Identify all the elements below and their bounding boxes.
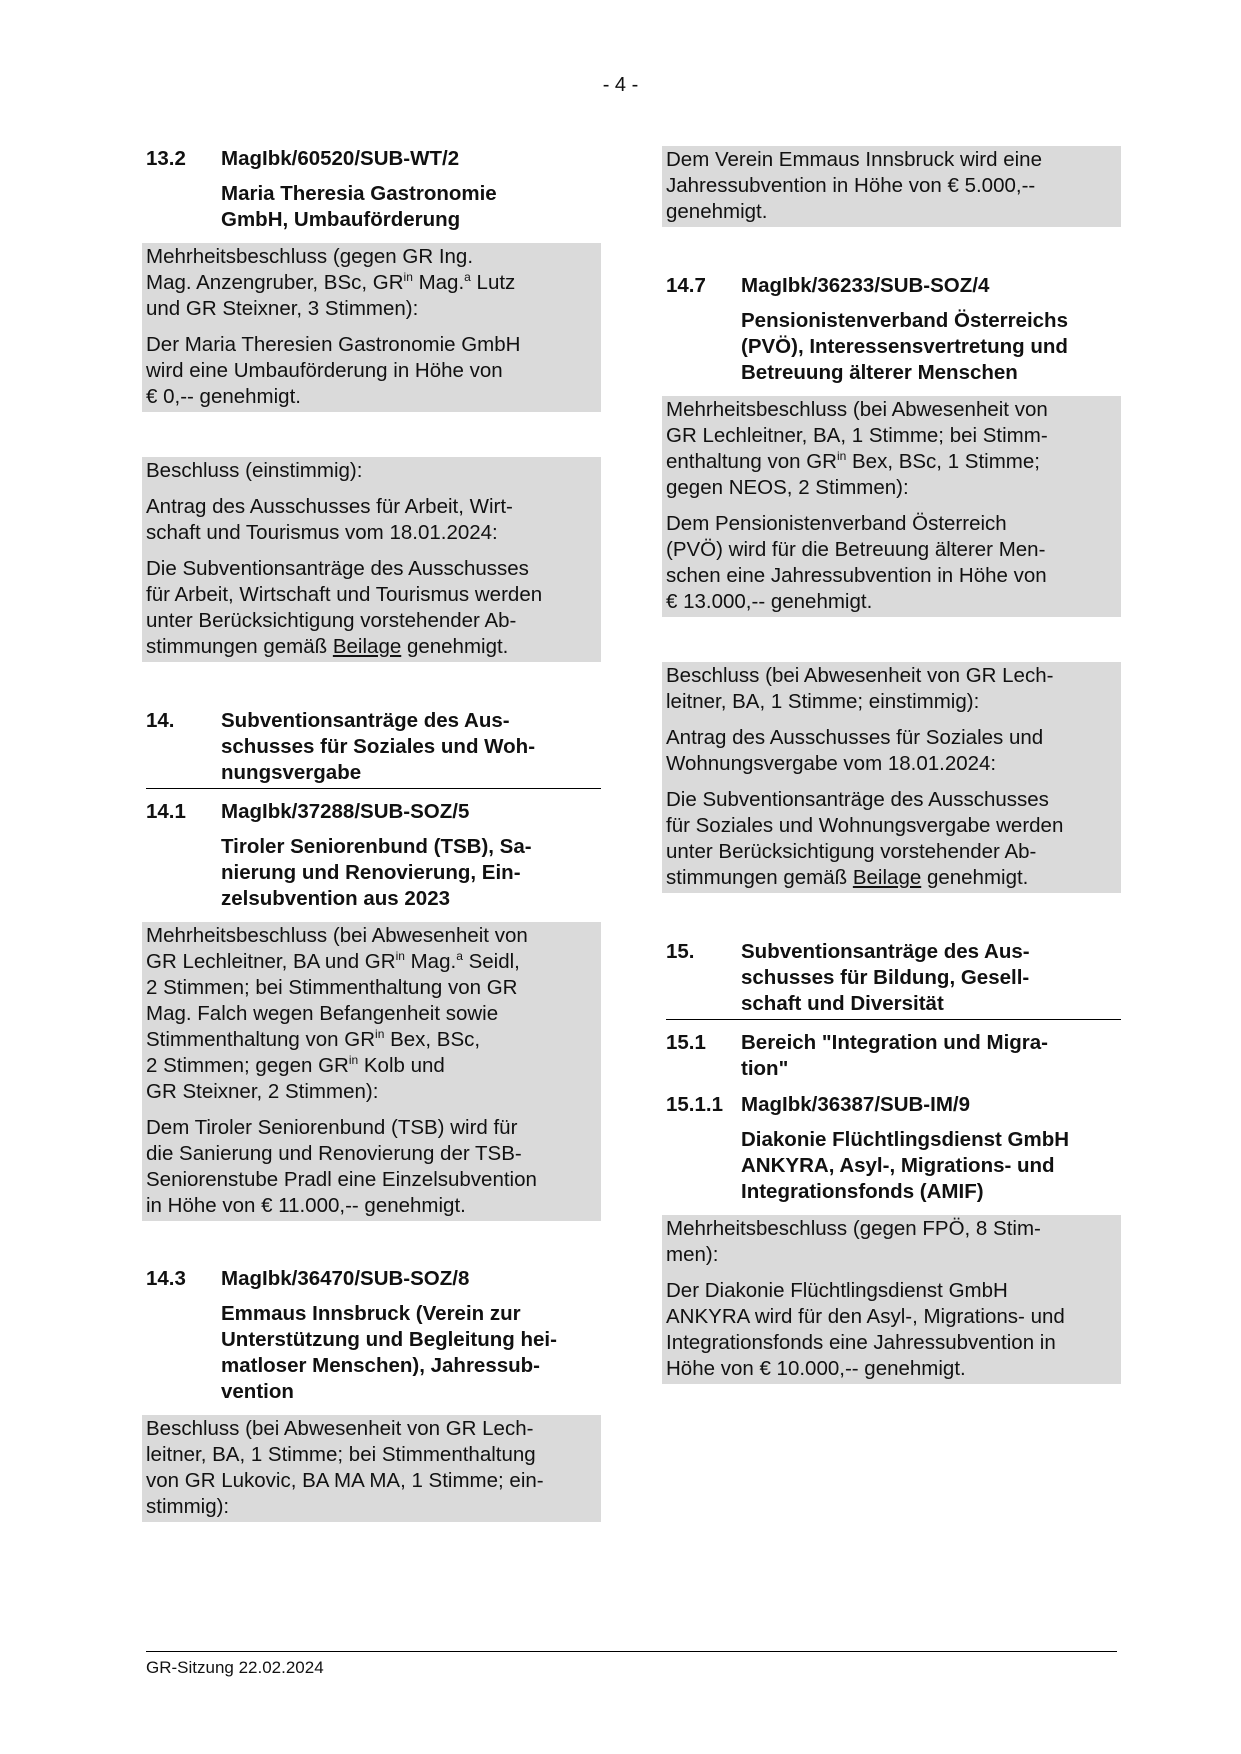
section-title: Subventionsanträge des Aus- schusses für Bildung, Gesell- schaft und Diversität: [741, 940, 1030, 1015]
decision-text: Die Subventionsanträge des Ausschusses für Soziales und Wohnungsvergabe werden unter Berücksichtigung vorstehender Ab- stimmungen gemäß Beilage genehmigt.: [666, 788, 1064, 889]
item-14-7-title: Pensionistenverband Österreichs (PVÖ), Interessensvertretung und Betreuung älterer Menschen: [741, 309, 1068, 384]
item-14-3-title: Emmaus Innsbruck (Verein zur Unterstützung und Begleitung hei- matloser Menschen), Jahressub- vention: [221, 1302, 557, 1403]
item-15-1-1-decision: [662, 1215, 1121, 1384]
decision-text: Die Subventionsanträge des Ausschusses für Arbeit, Wirtschaft und Tourismus werden unter Berücksichtigung vorstehender Ab- stimmungen gemäß Beilage genehmigt.: [146, 557, 543, 658]
item-number: 15.1.1: [666, 1093, 723, 1116]
item-code: MagIbk/37288/SUB-SOZ/5: [221, 800, 470, 823]
item-14-3-decision: [662, 146, 1121, 227]
item-number: 13.2: [146, 147, 186, 170]
item-code: MagIbk/36470/SUB-SOZ/8: [221, 1267, 470, 1290]
vote-text: Beschluss (bei Abwesenheit von GR Lech- leitner, BA, 1 Stimme; bei Stimmenthaltung von GR Lukovic, BA MA MA, 1 Stimme; ein- stimmig):: [146, 1417, 544, 1518]
beilage-link[interactable]: Beilage: [852, 866, 922, 889]
section-number: 14.: [146, 709, 175, 732]
beilage-link[interactable]: Beilage: [332, 635, 402, 658]
item-code: MagIbk/36233/SUB-SOZ/4: [741, 274, 990, 297]
item-code: MagIbk/36387/SUB-IM/9: [741, 1093, 970, 1116]
vote-text: Beschluss (einstimmig):: [146, 459, 363, 482]
decision-text: Der Diakonie Flüchtlingsdienst GmbH ANKYRA wird für den Asyl-, Migrations- und Integrationsfonds eine Jahressubvention in Höhe von € 10.000,-- genehmigt.: [666, 1279, 1065, 1380]
decision-text: Dem Verein Emmaus Innsbruck wird eine Jahressubvention in Höhe von € 5.000,-- genehmigt.: [666, 148, 1042, 223]
vote-text: Mehrheitsbeschluss (bei Abwesenheit von GR Lechleitner, BA und $GR^{in}$ Mag.$^a$ Seidl, 2 Stimmen; bei Stimmenthaltung von GR Mag. Falch wegen Befangenheit sowie Stimmenthaltung von $GR^{in}$ Bex, BSc, 2 Stimmen; gegen $GR^{in}$ Kolb und GR Steixner, 2 Stimmen):: [146, 924, 528, 1103]
page-number: - 4 -: [602, 74, 639, 96]
item-13-2-title: [146, 181, 597, 233]
footer-text: GR-Sitzung 22.02.2024: [146, 1658, 324, 1677]
motion-text: Antrag des Ausschusses für Arbeit, Wirt- schaft und Tourismus vom 18.01.2024:: [146, 495, 513, 544]
item-14-7-decision: [662, 396, 1121, 617]
title-line: GmbH, Umbauförderung: [221, 208, 461, 231]
item-number: 14.3: [146, 1267, 186, 1290]
section-14-heading: [146, 708, 601, 789]
item-number: 14.1: [146, 800, 186, 823]
item-13-2-decision: [142, 243, 601, 412]
item-14-3-heading: [146, 1266, 597, 1292]
item-14-1-title: Tiroler Seniorenbund (TSB), Sa- nierung und Renovierung, Ein- zelsubvention aus 2023: [221, 835, 532, 910]
section-number: 15.: [666, 940, 695, 963]
right-column: [666, 146, 1117, 1384]
vote-text: Mehrheitsbeschluss (bei Abwesenheit von GR Lechleitner, BA, 1 Stimme; bei Stimm- enthaltung von $GR^{in}$ Bex, BSc, 1 Stimme; gegen NEOS, 2 Stimmen):: [666, 398, 1048, 499]
section-15-heading: [666, 939, 1121, 1020]
item-15-1-heading: [666, 1030, 1117, 1082]
item-title: Bereich "Integration und Migra- tion": [741, 1031, 1048, 1080]
item-15-1-1-title: Diakonie Flüchtlingsdienst GmbH ANKYRA, Asyl-, Migrations- und Integrationsfonds (AMIF): [741, 1128, 1070, 1203]
item-14-1-decision: [142, 922, 601, 1221]
committee-wt-decision: [142, 457, 601, 662]
committee-soz-decision: [662, 662, 1121, 893]
decision-text: Dem Pensionistenverband Österreich (PVÖ) wird für die Betreuung älterer Men- schen eine Jahressubvention in Höhe von € 13.000,-- genehmigt.: [666, 512, 1047, 613]
motion-text: Antrag des Ausschusses für Soziales und Wohnungsvergabe vom 18.01.2024:: [666, 726, 1044, 775]
vote-text: Mehrheitsbeschluss (gegen FPÖ, 8 Stim- men):: [666, 1217, 1041, 1266]
decision-text: Dem Tiroler Seniorenbund (TSB) wird für die Sanierung und Renovierung der TSB- Seniorenstube Pradl eine Einzelsubvention in Höhe von € 11.000,-- genehmigt.: [146, 1116, 537, 1217]
section-title: Subventionsanträge des Aus- schusses für Soziales und Woh- nungsvergabe: [221, 709, 536, 784]
vote-text: Beschluss (bei Abwesenheit von GR Lech- leitner, BA, 1 Stimme; einstimmig):: [666, 664, 1054, 713]
item-14-3-vote: [142, 1415, 601, 1522]
left-column: [146, 146, 597, 1522]
decision-text: Der Maria Theresien Gastronomie GmbH wird eine Umbauförderung in Höhe von € 0,-- genehmigt.: [146, 333, 521, 408]
vote-text: Mehrheitsbeschluss (gegen GR Ing. Mag. Anzengruber, BSc, $GR^{in}$ Mag.$^a$ Lutz und GR Steixner, 3 Stimmen):: [146, 245, 516, 320]
item-14-7-heading: [666, 273, 1117, 299]
item-number: 14.7: [666, 274, 706, 297]
item-14-1-heading: [146, 799, 597, 825]
item-code: MagIbk/60520/SUB-WT/2: [221, 147, 460, 170]
item-13-2-heading: [146, 146, 597, 172]
title-line: Maria Theresia Gastronomie: [221, 182, 497, 205]
footer-divider: [146, 1651, 1117, 1652]
item-number: 15.1: [666, 1031, 706, 1054]
item-15-1-1-heading: [666, 1092, 1117, 1118]
